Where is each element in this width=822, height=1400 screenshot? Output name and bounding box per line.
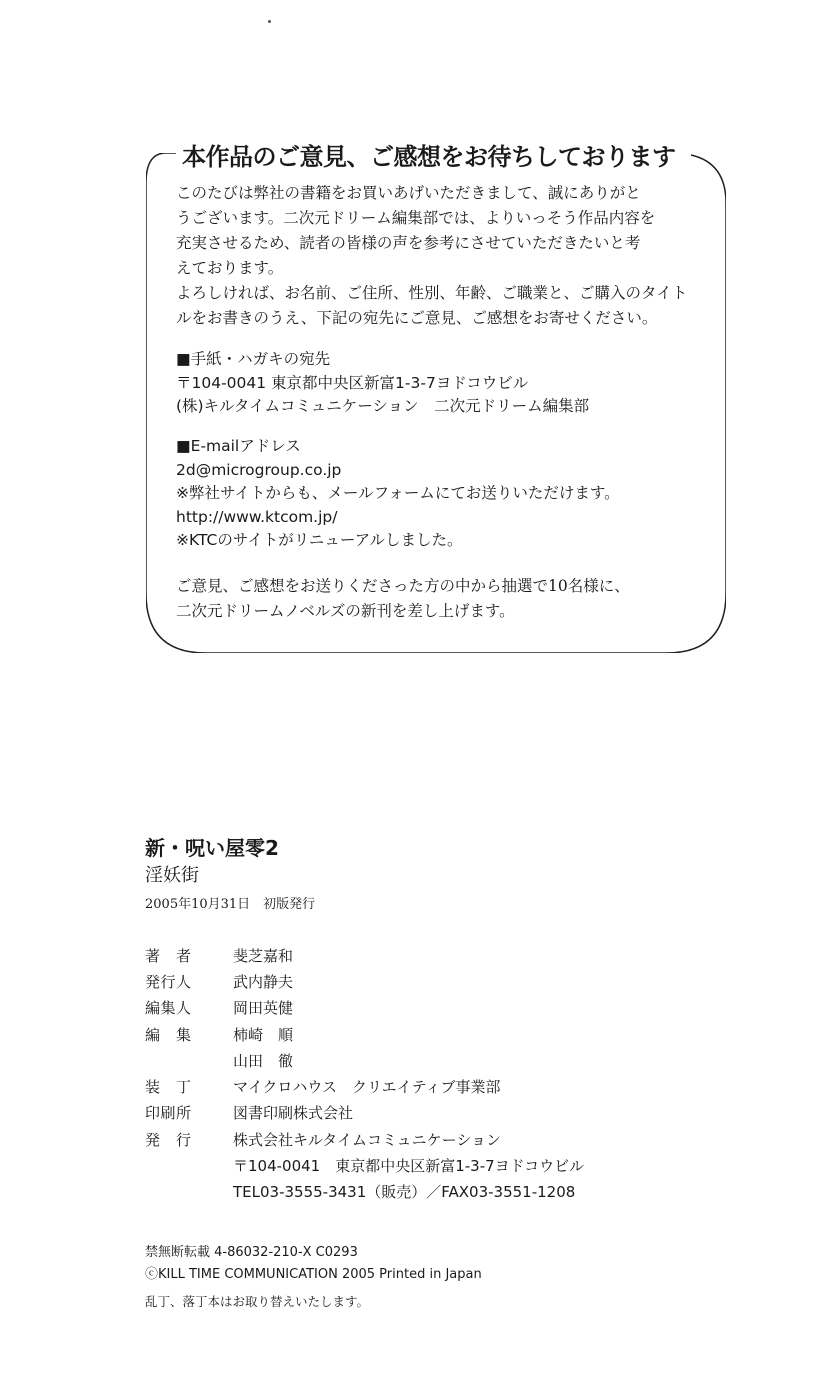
email-section xyxy=(176,435,620,553)
book-title: 新・呪い屋零2 xyxy=(145,836,279,860)
credit-row xyxy=(145,1047,584,1073)
mail-address: 〒104-0041 東京都中央区新富1-3-7ヨドコウビル xyxy=(176,373,529,392)
credit-row xyxy=(145,1100,584,1126)
feedback-title: 本作品のご意見、ご感想をお待ちしております xyxy=(176,137,682,172)
credit-row xyxy=(145,942,584,968)
credit-value: 図書印刷株式会社 xyxy=(233,1104,354,1123)
credit-row xyxy=(145,995,584,1021)
mail-recipient: (株)キルタイムコミュニケーション 二次元ドリーム編集部 xyxy=(176,397,590,415)
publication-date: 2005年10月31日 初版発行 xyxy=(145,897,316,912)
credit-row xyxy=(145,968,584,994)
email-address[interactable]: 2d@microgroup.co.jp xyxy=(176,460,342,479)
email-note: ※弊社サイトからも、メールフォームにてお送りいただけます。 xyxy=(176,484,620,502)
credit-value: マイクロハウス クリエイティブ事業部 xyxy=(233,1078,501,1097)
credit-row xyxy=(145,1152,584,1178)
isbn-line: 禁無断転載 4-86032-210-X C0293 xyxy=(145,1245,358,1260)
copyright-line: ⓒKILL TIME COMMUNICATION 2005 Printed in Japan xyxy=(145,1267,482,1282)
intro-line: 充実させるため、読者の皆様の声を参考にさせていただきたいと考 xyxy=(176,234,641,252)
feedback-intro xyxy=(176,181,706,331)
outro-line: 二次元ドリームノベルズの新刊を差し上げます。 xyxy=(176,602,515,620)
book-subtitle: 淫妖街 xyxy=(145,865,199,886)
feedback-box xyxy=(146,143,726,653)
site-url[interactable]: http://www.ktcom.jp/ xyxy=(176,507,338,526)
mail-heading: ■手紙・ハガキの宛先 xyxy=(176,350,331,368)
credit-value: 柿崎 順 xyxy=(233,1025,294,1044)
replacement-note: 乱丁、落丁本はお取り替えいたします。 xyxy=(145,1294,370,1309)
credit-label: 編集人 xyxy=(145,999,192,1018)
credits-list xyxy=(145,942,584,1205)
credit-label: 著 者 xyxy=(145,946,192,965)
intro-line: このたびは弊社の書籍をお買いあげいただきまして、誠にありがと xyxy=(176,184,641,202)
credit-label: 発行人 xyxy=(145,972,192,991)
feedback-outro xyxy=(176,574,716,624)
credit-value: TEL03-3555-3431（販売）／FAX03-3551-1208 xyxy=(233,1183,576,1202)
intro-line: ルをお書きのうえ、下記の宛先にご意見、ご感想をお寄せください。 xyxy=(176,309,658,327)
credit-row xyxy=(145,1073,584,1099)
credit-label: 装 丁 xyxy=(145,1078,192,1097)
email-heading: ■E-mailアドレス xyxy=(176,437,301,455)
intro-line: うございます。二次元ドリーム編集部では、よりいっそう作品内容を xyxy=(176,209,656,227)
credit-label: 編 集 xyxy=(145,1025,192,1044)
intro-line: えております。 xyxy=(176,259,284,277)
credit-row xyxy=(145,1021,584,1047)
credit-label: 印刷所 xyxy=(145,1104,192,1123)
mail-section xyxy=(176,348,589,419)
credit-value: 斐芝嘉和 xyxy=(233,946,294,965)
credit-row xyxy=(145,1179,584,1205)
credit-value: 株式会社キルタイムコミュニケーション xyxy=(233,1130,502,1149)
site-note: ※KTCのサイトがリニューアルしました。 xyxy=(176,531,463,549)
credit-value: 武内静夫 xyxy=(233,972,294,991)
stray-mark xyxy=(268,20,271,23)
credit-value: 岡田英健 xyxy=(233,999,294,1018)
credit-row xyxy=(145,1126,584,1152)
intro-line: よろしければ、お名前、ご住所、性別、年齢、ご職業と、ご購入のタイト xyxy=(176,284,688,302)
credit-value: 〒104-0041 東京都中央区新富1-3-7ヨドコウビル xyxy=(233,1157,585,1176)
credit-value: 山田 徹 xyxy=(233,1051,294,1070)
outro-line: ご意見、ご感想をお送りくださった方の中から抽選で10名様に、 xyxy=(176,577,630,595)
credit-label: 発 行 xyxy=(145,1130,192,1149)
